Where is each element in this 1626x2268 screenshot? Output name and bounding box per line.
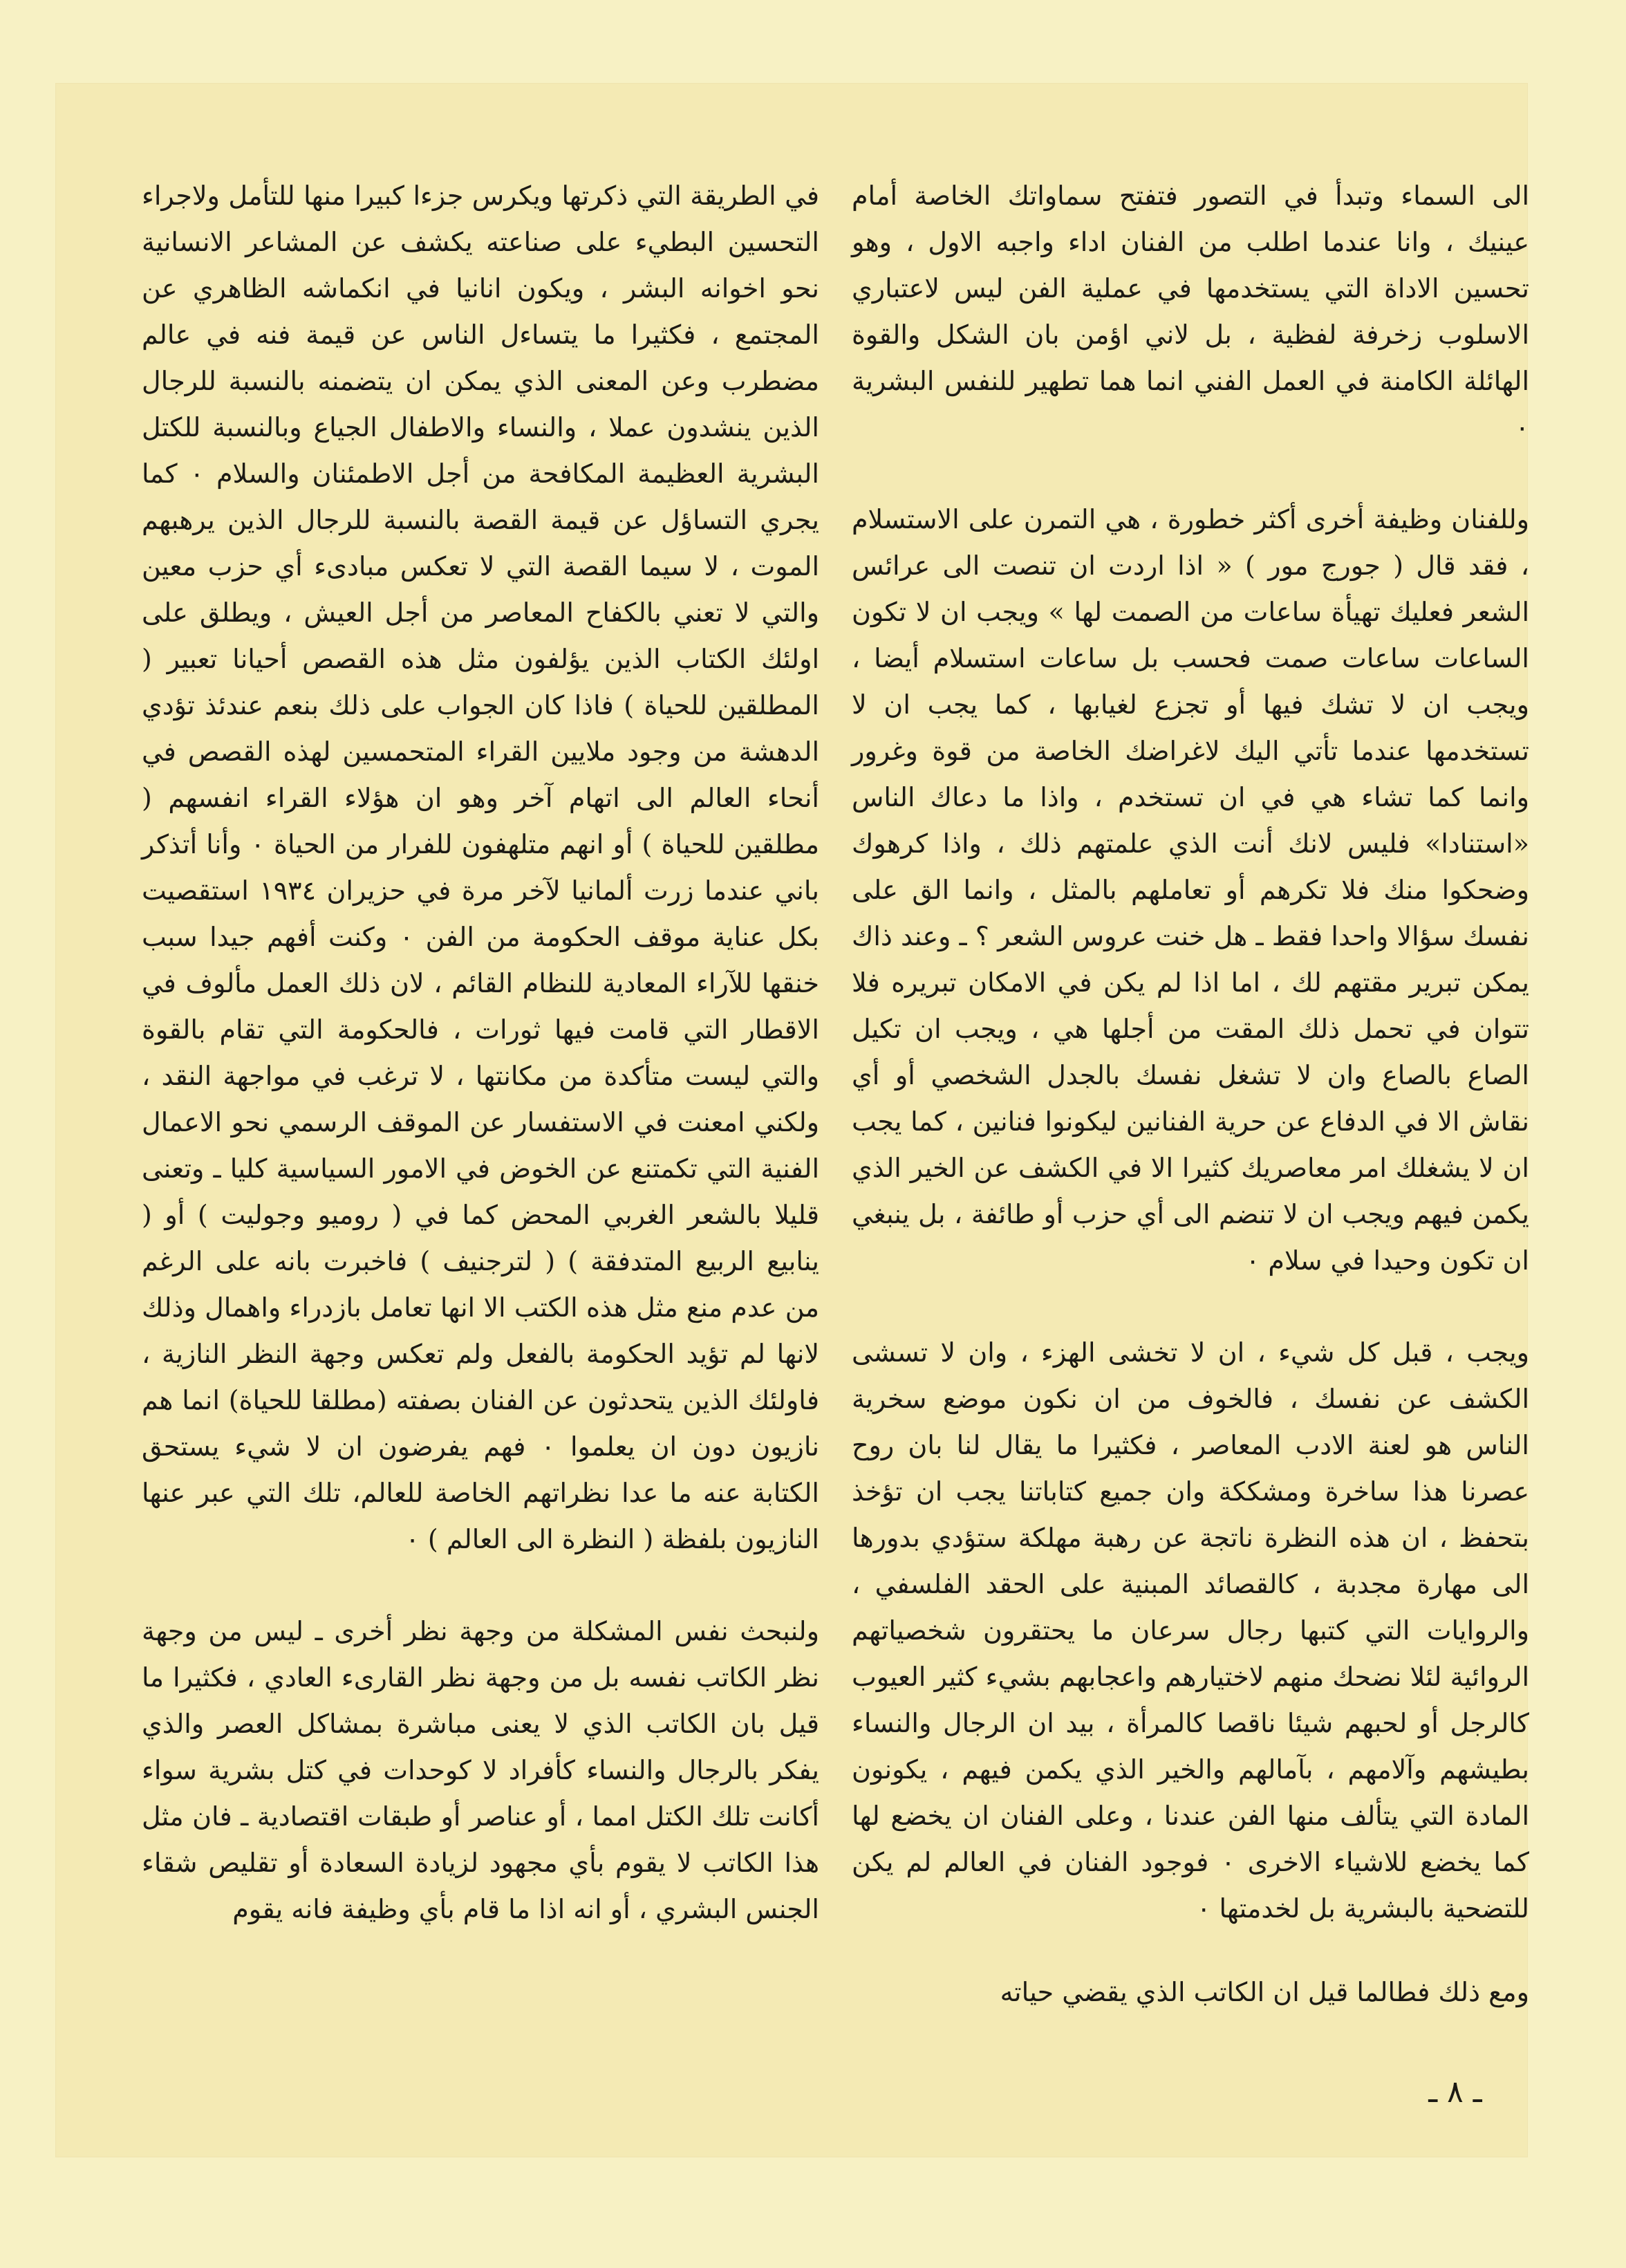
paragraph-gap [142, 1563, 819, 1608]
paragraph-gap [852, 1284, 1529, 1330]
paragraph: الى السماء وتبدأ في التصور فتفتح سماواتك الخاصة أمام عينيك ، وانا عندما اطلب من الفنان اداء واجبه الاول ، وهو تحسين الاداة التي يستخدمها في عملية الفن ليس لاعتباري الاسلوب زخرفة لفظية ، بل لاني اؤمن بان الشكل والقوة الهائلة الكامنة في العمل الفني انما هما تطهير للنفس البشرية ٠ [852, 180, 1529, 443]
text-column-right [852, 173, 1529, 2016]
paragraph: وللفنان وظيفة أخرى أكثر خطورة ، هي التمرن على الاستسلام ، فقد قال ( جورج مور ) « اذا اردت ان تنصت الى عرائس الشعر فعليك تهيأة ساعات من الصمت لها » ويجب ان لا تكون الساعات ساعات صمت فحسب بل ساعات استسلام أيضا ، ويجب ان لا تشك فيها أو تجزع لغيابها ، كما يجب ان لا تستخدمها عندما تأتي اليك لاغراضك الخاصة من قوة وغرور وانما كما تشاء هي في ان تستخدم ، واذا ما دعاك الناس «استنادا» فليس لانك أنت الذي علمتهم ذلك ، واذا كرهوك وضحكوا منك فلا تكرهم أو تعاملهم بالمثل ، وانما الق على نفسك سؤالا واحدا فقط ـ هل خنت عروس الشعر ؟ ـ وعند ذاك يمكن تبرير مقتهم لك ، اما اذا لم يكن في الامكان تبريره فلا تتوان في تحمل ذلك المقت من أجلها هي ، ويجب ان تكيل الصاع بالصاع وان لا تشغل نفسك بالجدل الشخصي أو أي نقاش الا في الدفاع عن حرية الفنانين ليكونوا فنانين ، كما يجب ان لا يشغلك امر معاصريك كثيرا الا في الكشف عن الخير الذي يكمن فيهم ويجب ان لا تنضم الى أي حزب أو طائفة ، بل ينبغي ان تكون وحيدا في سلام ٠ [852, 504, 1529, 1276]
paragraph: ومع ذلك فطالما قيل ان الكاتب الذي يقضي حياته [1000, 1977, 1529, 2007]
text-column-left [142, 173, 819, 1933]
paragraph-gap [852, 451, 1529, 496]
paragraph-gap [852, 1932, 1529, 1969]
page-number: ـ ٨ ـ [1428, 2074, 1482, 2110]
paragraph: ويجب ، قبل كل شيء ، ان لا تخشى الهزء ، وان لا تسشى الكشف عن نفسك ، فالخوف من ان نكون موضع سخرية الناس هو لعنة الادب المعاصر ، فكثيرا ما يقال لنا بان روح عصرنا هذا ساخرة ومشككة وان جميع كتاباتنا يجب ان تؤخذ بتحفظ ، ان هذه النظرة ناتجة عن رهبة مهلكة ستؤدي بدورها الى مهارة مجدبة ، كالقصائد المبنية على الحقد الفلسفي ، والروايات التي كتبها رجال سرعان ما يحتقرون شخصياتهم الروائية لئلا نضحك منهم لاختيارهم واعجابهم بشيء كثير العيوب كالرجل أو لحبهم شيئا ناقصا كالمرأة ، بيد ان الرجال والنساء بطيشهم وآلامهم ، بآمالهم والخير الذي يكمن فيهم ، يكونون المادة التي يتألف منها الفن عندنا ، وعلى الفنان ان يخضع لها كما يخضع للاشياء الاخرى ٠ فوجود الفنان في العالم لم يكن للتضحية بالبشرية بل لخدمتها ٠ [852, 1337, 1530, 1924]
paragraph: في الطريقة التي ذكرتها ويكرس جزءا كبيرا منها للتأمل ولاجراء التحسين البطيء على صناعته يكشف عن المشاعر الانسانية نحو اخوانه البشر ، ويكون انانيا في انكماشه الظاهري عن المجتمع ، فكثيرا ما يتساءل الناس عن قيمة فنه في عالم مضطرب وعن المعنى الذي يمكن ان يتضمنه بالنسبة للرجال الذين ينشدون عملا ، والنساء والاطفال الجياع وبالنسبة للكتل البشرية العظيمة المكافحة من أجل الاطمئنان والسلام ٠ كما يجري التساؤل عن قيمة القصة بالنسبة للرجال الذين يرهبهم الموت ، لا سيما القصة التي لا تعكس مبادىء أي حزب معين والتي لا تعني بالكفاح المعاصر من أجل العيش ، ويطلق على اولئك الكتاب الذين يؤلفون مثل هذه القصص أحيانا تعبير ( المطلقين للحياة ) فاذا كان الجواب على ذلك بنعم عندئذ تؤدي الدهشة من وجود ملايين القراء المتحمسين لهذه القصص في أنحاء العالم الى اتهام آخر وهو ان هؤلاء القراء انفسهم ( مطلقين للحياة ) أو انهم متلهفون للفرار من الحياة ٠ وأنا أتذكر باني عندما زرت ألمانيا لآخر مرة في حزيران ١٩٣٤ استقصيت بكل عناية موقف الحكومة من الفن ٠ وكنت أفهم جيدا سبب خنقها للآراء المعادية للنظام القائم ، لان ذلك العمل مألوف في الاقطار التي قامت فيها ثورات ، فالحكومة التي تقام بالقوة والتي ليست متأكدة من مكانتها ، لا ترغب في مواجهة النقد ، ولكني امعنت في الاستفسار عن الموقف الرسمي نحو الاعمال الفنية التي تكمتنع عن الخوض في الامور السياسية كليا ـ وتعنى قليلا بالشعر الغربي المحض كما في ( روميو وجوليت ) أو ( ينابيع الربيع المتدفقة ) ( لترجنيف ) فاخبرت بانه على الرغم من عدم منع مثل هذه الكتب الا انها تعامل بازدراء واهمال وذلك لانها لم تؤيد الحكومة بالفعل ولم تعكس وجهة النظر النازية ، فاولئك الذين يتحدثون عن الفنان بصفته (مطلقا للحياة) انما هم نازيون دون ان يعلموا ٠ فهم يفرضون ان لا شيء يستحق الكتابة عنه ما عدا نظراتهم الخاصة للعالم، تلك التي عبر عنها النازيون بلفظة ( النظرة الى العالم ) ٠ [142, 180, 819, 1554]
paragraph: ولنبحث نفس المشكلة من وجهة نظر أخرى ـ ليس من وجهة نظر الكاتب نفسه بل من وجهة نظر القارىء العادي ، فكثيرا ما قيل بان الكاتب الذي لا يعنى مباشرة بمشاكل العصر والذي يفكر بالرجال والنساء كأفراد لا كوحدات في كتل بشرية سواء أكانت تلك الكتل امما ، أو عناصر أو طبقات اقتصادية ـ فان مثل هذا الكاتب لا يقوم بأي مجهود لزيادة السعادة أو تقليص شقاء الجنس البشري ، أو انه اذا ما قام بأي وظيفة فانه يقوم [142, 1616, 819, 1924]
